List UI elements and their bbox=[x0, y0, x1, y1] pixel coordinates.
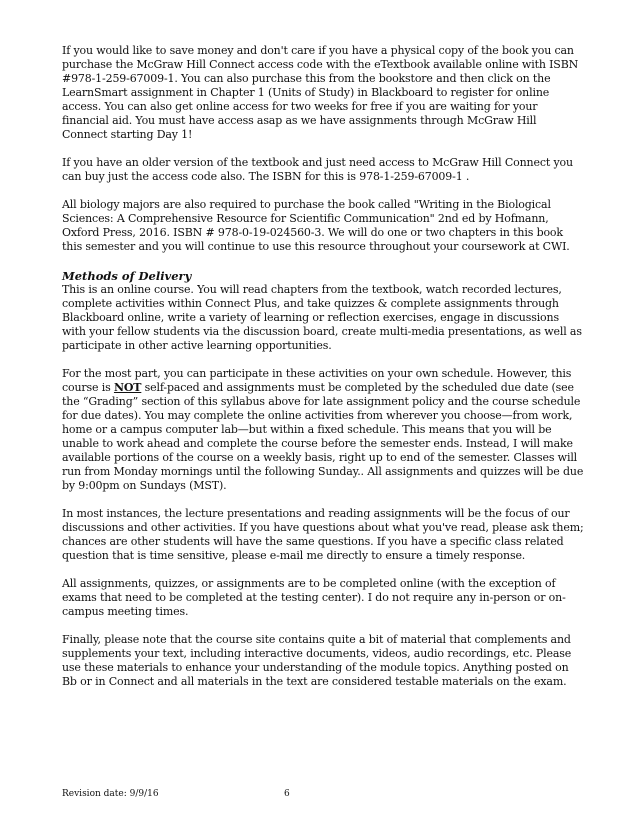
section-methods-of-delivery bbox=[62, 269, 584, 689]
paragraph-writing-book: All biology majors are also required to purchase the book called "Writing in the Biological Sciences: A Comprehensive Resource for Scientific Communication" 2nd ed by Hofmann, Oxford Press, 2016. ISBN # 978-0-19-024560-3. We will do one or two chapters in this book this semester and you will continue to use this resource throughout your coursework at CWI. bbox=[62, 198, 570, 253]
paragraph-access-code: If you have an older version of the textbook and just need access to McGraw Hill Connect you can buy just the access code also. The ISBN for this is 978-1-259-67009-1 . bbox=[62, 156, 573, 183]
emphasis-not: NOT bbox=[113, 381, 142, 394]
schedule-text-after: self-paced and assignments must be completed by the scheduled due date (see the “Grading” section of this syllabus above for late assignment policy and the course schedule for due dates). You may complete the online activities from wherever you choose—from work, home or a campus computer lab—but within a fixed schedule. This means that you will be unable to work ahead and complete the course before the semester ends. Instead, I will make available portions of the course on a weekly basis, right up to end of the semester. Classes will run from Monday mornings until the following Sunday.. All assignments and quizzes will be due by 9:00pm on Sundays (MST). bbox=[62, 381, 584, 492]
revision-date: Revision date: 9/9/16 bbox=[62, 789, 159, 799]
page-number: 6 bbox=[284, 789, 290, 799]
paragraph-course-materials: Finally, please note that the course site contains quite a bit of material that complements and supplements your text, including interactive documents, videos, audio recordings, etc. Please use these materials to enhance your understanding of the module topics. Anything posted on Bb or in Connect and all materials in the text are considered testable materials on the exam. bbox=[62, 633, 572, 688]
paragraph-discussion: In most instances, the lecture presentations and reading assignments will be the focus of our discussions and other activities. If you have questions about what you've read, please ask them; chances are other students will have the same questions. If you have a specific class related question that is time sensitive, please e-mail me directly to ensure a timely response. bbox=[62, 507, 584, 562]
paragraph-online-completion: All assignments, quizzes, or assignments are to be completed online (with the exception of exams that need to be completed at the testing center). I do not require any in-person or on-campus meeting times. bbox=[62, 577, 566, 618]
syllabus-page bbox=[62, 44, 584, 703]
paragraph-schedule bbox=[62, 367, 584, 493]
paragraph-ebook-purchase: If you would like to save money and don't care if you have a physical copy of the book you can purchase the McGraw Hill Connect access code with the eTextbook available online with ISBN #978-1-259-67009-1. You can also purchase this from the bookstore and then click on the LearnSmart assignment in Chapter 1 (Units of Study) in Blackboard to register for online access. You can also get online access for two weeks for free if you are waiting for your financial aid. You must have access asap as we have assignments through McGraw Hill Connect starting Day 1! bbox=[62, 44, 579, 141]
paragraph-course-intro: This is an online course. You will read chapters from the textbook, watch recorded lectures, complete activities within Connect Plus, and take quizzes & complete assignments through Blackboard online, write a variety of learning or reflection exercises, engage in discussions with your fellow students via the discussion board, create multi-media presentations, as well as participate in other active learning opportunities. bbox=[62, 283, 582, 352]
section-heading: Methods of Delivery bbox=[62, 269, 192, 283]
schedule-text-before: For the most part, you can participate in these activities on your own schedule. However, this course is bbox=[62, 367, 572, 394]
